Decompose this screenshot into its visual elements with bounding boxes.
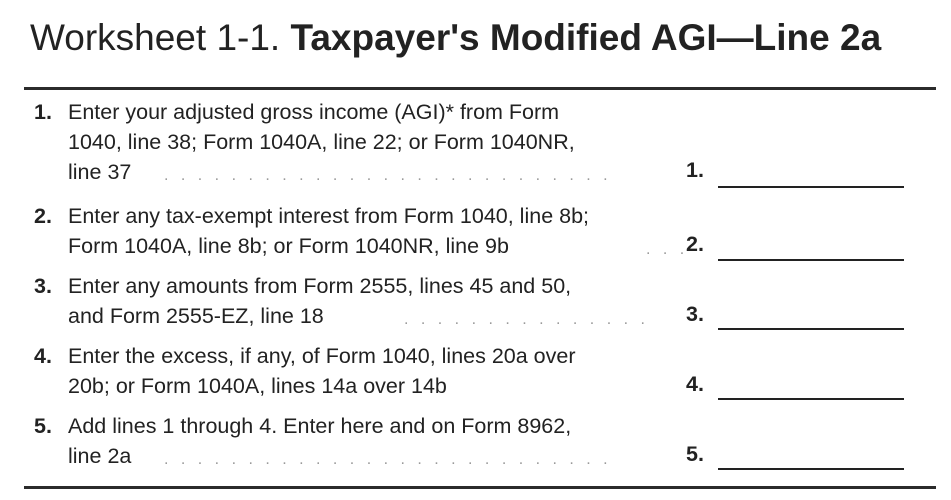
bottom-rule: [24, 486, 936, 489]
worksheet-title: [30, 14, 881, 62]
line-text: line 37: [68, 160, 132, 184]
line-text: Add lines 1 through 4. Enter here and on Form 8962,: [68, 414, 572, 438]
line-text: 20b; or Form 1040A, lines 14a over 14b: [68, 374, 447, 398]
worksheet-line-2: [24, 202, 944, 262]
worksheet-line-5: [24, 412, 944, 472]
entry-field-3[interactable]: [718, 328, 904, 330]
entry-field-5[interactable]: [718, 468, 904, 470]
worksheet-line-1: [24, 98, 944, 188]
dot-leader: . . . . . . . . . . . . . . .: [404, 311, 649, 328]
top-rule: [24, 87, 936, 90]
line-text: 1040, line 38; Form 1040A, line 22; or Form 1040NR,: [68, 130, 575, 154]
entry-label-1: 1.: [686, 158, 704, 182]
line-number: 2.: [34, 204, 52, 228]
entry-label-4: 4.: [686, 372, 704, 396]
line-text: and Form 2555-EZ, line 18: [68, 304, 324, 328]
dot-leader: . . . . . . . . . . . . . . . . . . . . . . . . . . .: [164, 167, 612, 184]
line-number: 1.: [34, 100, 52, 124]
line-number: 3.: [34, 274, 52, 298]
entry-field-1[interactable]: [718, 186, 904, 188]
entry-label-2: 2.: [686, 232, 704, 256]
worksheet-heading: Taxpayer's Modified AGI—Line 2a: [290, 17, 882, 58]
dot-leader: . . . . . . . . . . . . . . . . . . . . . . . . . . .: [164, 451, 612, 468]
worksheet-line-3: [24, 272, 944, 332]
line-number: 5.: [34, 414, 52, 438]
entry-field-2[interactable]: [718, 259, 904, 261]
entry-field-4[interactable]: [718, 398, 904, 400]
entry-label-5: 5.: [686, 442, 704, 466]
line-text: line 2a: [68, 444, 132, 468]
worksheet-line-4: [24, 342, 944, 402]
line-text: Enter any tax-exempt interest from Form 1040, line 8b;: [68, 204, 590, 228]
dot-leader: . . .: [646, 241, 689, 258]
entry-label-3: 3.: [686, 302, 704, 326]
line-text: Enter your adjusted gross income (AGI)* from Form: [68, 100, 560, 124]
line-text: Form 1040A, line 8b; or Form 1040NR, line 9b: [68, 234, 509, 258]
line-text: Enter the excess, if any, of Form 1040, lines 20a over: [68, 344, 576, 368]
line-number: 4.: [34, 344, 52, 368]
worksheet-number: Worksheet 1-1.: [30, 17, 281, 58]
line-text: Enter any amounts from Form 2555, lines 45 and 50,: [68, 274, 572, 298]
